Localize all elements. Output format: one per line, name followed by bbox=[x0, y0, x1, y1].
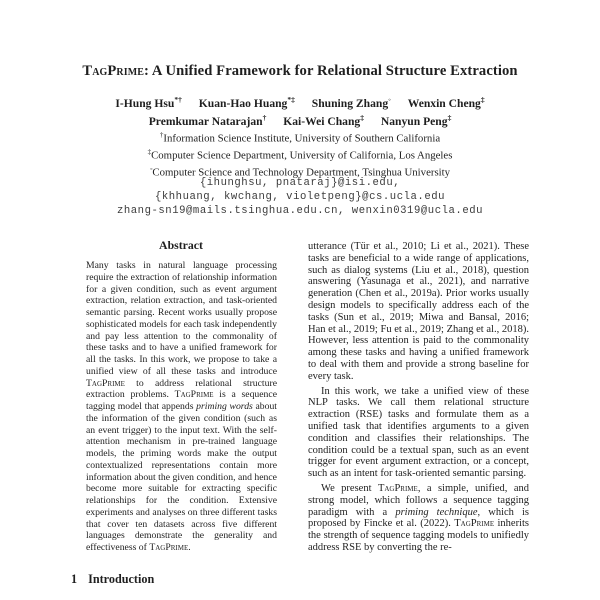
author-name: Premkumar Natarajan bbox=[148, 115, 263, 129]
author bbox=[312, 97, 391, 110]
abstract-text: Many tasks in natural language processing require the extraction of relationship information for a given condition, such as event argument extraction, relation extraction, and task-oriented semantic parsing. Recent works usually propose sophisticated models for each task independently and pay less attention to the commonality of these tasks and to have a unified framework for all the tasks. In this work, we propose to take a unified view of all these tasks and introduce TagPrime to address relational structure extraction problems. TagPrime is a sequence tagging model that appends priming words about the information of the given condition (such as an event trigger) to the input text. With the self-attention mechanism in pre-trained language models, the priming words make the output contextualized representations contain more information about the given condition, and hence become more suitable for extracting specific relationships for the condition. Extensive experiments and analyses on three different tasks that cover ten datasets across five different languages demonstrate the generality and effectiveness of TagPrime. bbox=[86, 260, 278, 553]
body-paragraph: utterance (Tür et al., 2010; Li et al., 2021). These tasks are beneficial to a wide range of applications, such as dialog systems (Liu et al., 2018), question answering (Yasunaga et al., 2021), and narrative generation (Chen et al., 2019a). Prior works usually design models to specifically address each of the tasks (Sun et al., 2019; Miwa and Bansal, 2016; Han et al., 2019; Fu et al., 2019; Zhang et al., 2018). However, less attention is paid to the commonality among these tasks and having a unified framework to deal with them and provide a strong baseline for every task. bbox=[308, 241, 529, 382]
author-line-2 bbox=[40, 111, 560, 129]
author bbox=[199, 97, 295, 110]
author bbox=[283, 115, 364, 128]
affiliation-mark: ‡ bbox=[147, 148, 152, 156]
author-name: Wenxin Cheng bbox=[407, 96, 481, 110]
affiliation-line bbox=[40, 146, 560, 163]
author-name: Shuning Zhang bbox=[311, 96, 389, 110]
page-title: TagPrime: A Unified Framework for Relational Structure Extraction bbox=[82, 63, 518, 79]
affiliation-mark: † bbox=[159, 131, 164, 139]
abstract-heading: Abstract bbox=[159, 238, 203, 252]
affiliation-block bbox=[40, 129, 560, 180]
body-paragraph: We present TagPrime, a simple, unified, and strong model, which follows a sequence tagging paradigm with a priming technique, which is proposed by Fincke et al. (2022). TagPrime inherits the strength of sequence tagging models to unifiedly address RSE by converting the re- bbox=[308, 482, 530, 553]
left-column bbox=[71, 238, 291, 554]
email-line: {khhuang, kwchang, violetpeng}@cs.ucla.edu bbox=[154, 191, 446, 203]
author bbox=[381, 115, 451, 128]
affiliation-text: Information Science Institute, University of Southern California bbox=[163, 132, 441, 145]
body-paragraph: In this work, we take a unified view of these NLP tasks. We call them relational structure extraction (RSE) tasks and formulate them as a unified task that identifies arguments to a given condition and classifies their relationships. The condition could be a textual span, such as an event trigger for event argument extraction, or a concept, such as an intent for task-oriented semantic parsing. bbox=[308, 385, 529, 480]
author-marks: ‡ bbox=[360, 113, 364, 123]
author-marks: † bbox=[262, 113, 267, 123]
section-title: Introduction bbox=[88, 572, 155, 586]
author-marks: ‡ bbox=[480, 95, 485, 104]
author-marks: *† bbox=[174, 95, 182, 104]
section-number: 1 bbox=[71, 572, 78, 586]
email-line: {ihunghsu, pnataraj}@isi.edu, bbox=[199, 177, 401, 189]
section-heading-introduction bbox=[71, 572, 154, 587]
author-name: I-Hung Hsu bbox=[115, 96, 175, 110]
author-marks: ‡ bbox=[447, 113, 452, 123]
author-name: Nanyun Peng bbox=[380, 115, 448, 129]
affiliation-text: Computer Science and Technology Department, Tsinghua University bbox=[152, 166, 451, 179]
author bbox=[115, 97, 181, 110]
affiliation-mark: ◦ bbox=[149, 165, 153, 173]
email-line: zhang-sn19@mails.tsinghua.edu.cn, wenxin0319@ucla.edu bbox=[116, 205, 484, 217]
right-column bbox=[308, 241, 529, 554]
affiliation-line bbox=[40, 129, 560, 146]
email-block bbox=[40, 176, 560, 218]
author-name: Kuan-Hao Huang bbox=[198, 96, 288, 110]
author-name: Kai-Wei Chang bbox=[283, 115, 361, 129]
author-block bbox=[40, 93, 560, 130]
author bbox=[149, 115, 267, 128]
author-marks: *‡ bbox=[287, 95, 295, 104]
affiliation-text: Computer Science Department, University of California, Los Angeles bbox=[151, 149, 453, 162]
author-marks: ◦ bbox=[388, 95, 391, 104]
author-line-1 bbox=[40, 93, 560, 111]
author bbox=[408, 97, 485, 110]
